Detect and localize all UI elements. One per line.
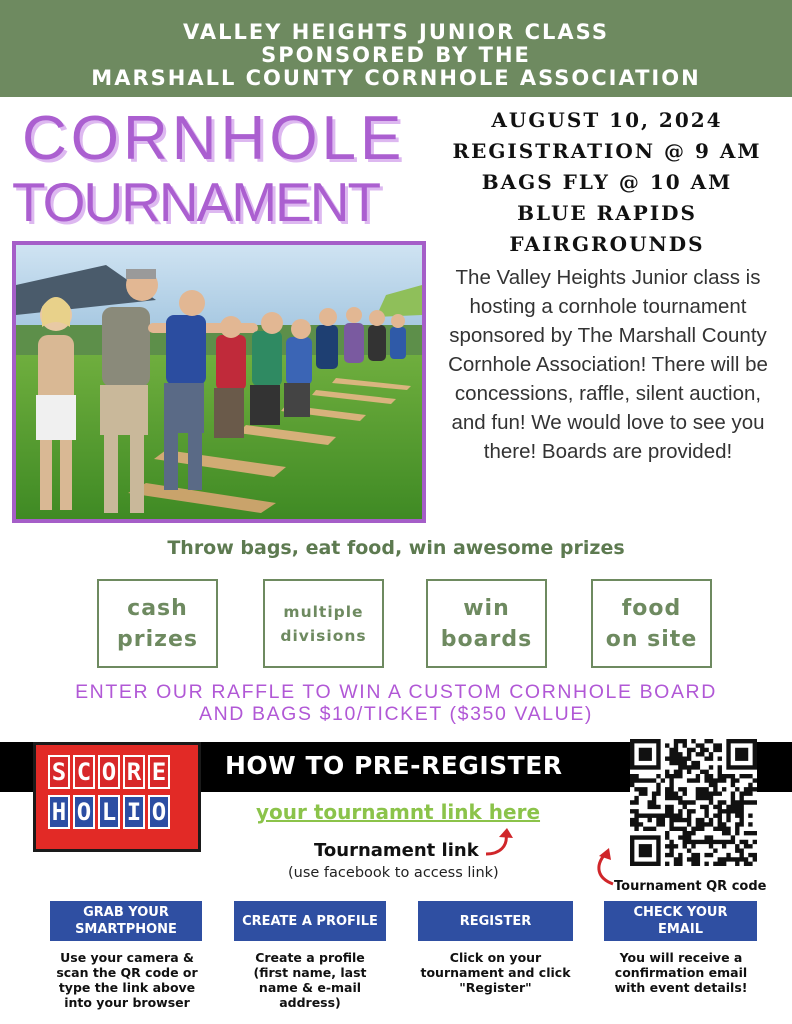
registration-title: HOW TO PRE-REGISTER bbox=[225, 751, 563, 780]
event-venue-line-1: BLUE RAPIDS bbox=[517, 201, 697, 225]
raffle-line-1: ENTER OUR RAFFLE TO WIN A CUSTOM CORNHOLE BOARD bbox=[75, 681, 717, 703]
raffle-line-2: AND BAGS $10/TICKET ($350 VALUE) bbox=[198, 703, 594, 725]
step-description: You will receive a confirmation email with event details! bbox=[614, 950, 748, 995]
qr-code-icon bbox=[630, 739, 757, 866]
step-check-email bbox=[604, 901, 757, 941]
feature-win-boards bbox=[426, 579, 547, 668]
feature-cash-prizes bbox=[97, 579, 218, 668]
tournament-link[interactable]: your tournamnt link here bbox=[256, 800, 541, 824]
cornhole-players-photo bbox=[12, 241, 426, 523]
feature-text: cash bbox=[127, 595, 188, 621]
logo-letter: I bbox=[123, 795, 145, 829]
feature-food-on-site bbox=[591, 579, 712, 668]
logo-letter: S bbox=[48, 755, 70, 789]
feature-text: win bbox=[463, 595, 510, 621]
tagline: Throw bags, eat food, win awesome prizes bbox=[167, 537, 625, 559]
logo-letter: H bbox=[48, 795, 70, 829]
event-venue-line-2: FAIRGROUNDS bbox=[509, 232, 705, 256]
logo-letter: C bbox=[73, 755, 95, 789]
event-start-time: BAGS FLY @ 10 AM bbox=[481, 170, 733, 194]
scoreholio-logo bbox=[33, 742, 201, 852]
step-description: Create a profile (first name, last name & e-mail address) bbox=[253, 950, 367, 1010]
header-banner bbox=[0, 0, 792, 97]
event-registration-time: REGISTRATION @ 9 AM bbox=[452, 139, 762, 163]
step-title: GRAB YOUR bbox=[83, 905, 169, 920]
event-description: The Valley Heights Junior class is hosting a cornhole tournament sponsored by The Marshall County Cornhole Association! There will be concessions, raffle, silent auction, and fun! We would love to see you there! Boards are provided! bbox=[448, 266, 768, 463]
event-details bbox=[432, 105, 782, 260]
step-description: Use your camera & scan the QR code or type the link above into your browser bbox=[56, 950, 198, 1010]
title-cornhole: CORNHOLE bbox=[22, 104, 406, 173]
logo-letter: O bbox=[98, 755, 120, 789]
title-tournament: TOURNAMENT bbox=[12, 171, 380, 233]
header-line-1: VALLEY HEIGHTS JUNIOR CLASS bbox=[183, 20, 609, 44]
step-title: CHECK YOUR bbox=[633, 905, 728, 920]
header-line-2: SPONSORED BY THE bbox=[261, 43, 531, 67]
step-grab-smartphone bbox=[50, 901, 202, 941]
logo-letter: E bbox=[148, 755, 170, 789]
step-register bbox=[418, 901, 573, 941]
feature-text: on site bbox=[605, 626, 698, 652]
curved-arrow-icon bbox=[482, 828, 518, 858]
feature-text: food bbox=[621, 595, 682, 621]
step-title: CREATE A PROFILE bbox=[242, 913, 378, 929]
feature-multiple-divisions bbox=[263, 579, 384, 668]
tournament-qr-code[interactable] bbox=[630, 739, 757, 866]
feature-text: multiple bbox=[283, 602, 364, 621]
raffle-announcement bbox=[0, 681, 792, 725]
step-title: EMAIL bbox=[657, 922, 703, 937]
feature-text: prizes bbox=[117, 626, 198, 652]
event-date: AUGUST 10, 2024 bbox=[491, 108, 723, 132]
step-title: REGISTER bbox=[459, 913, 532, 929]
qr-code-label: Tournament QR code bbox=[614, 879, 767, 894]
tournament-link-label: Tournament link bbox=[314, 840, 479, 861]
logo-letter: L bbox=[98, 795, 120, 829]
step-title: SMARTPHONE bbox=[75, 922, 177, 937]
feature-text: boards bbox=[440, 626, 533, 652]
logo-letter: R bbox=[123, 755, 145, 789]
step-description: Click on your tournament and click "Register" bbox=[420, 950, 571, 995]
logo-letter: O bbox=[73, 795, 95, 829]
logo-letter: O bbox=[148, 795, 170, 829]
header-line-3: MARSHALL COUNTY CORNHOLE ASSOCIATION bbox=[91, 66, 701, 90]
feature-text: divisions bbox=[280, 626, 367, 645]
step-create-profile bbox=[234, 901, 386, 941]
tournament-link-note: (use facebook to access link) bbox=[288, 865, 499, 881]
